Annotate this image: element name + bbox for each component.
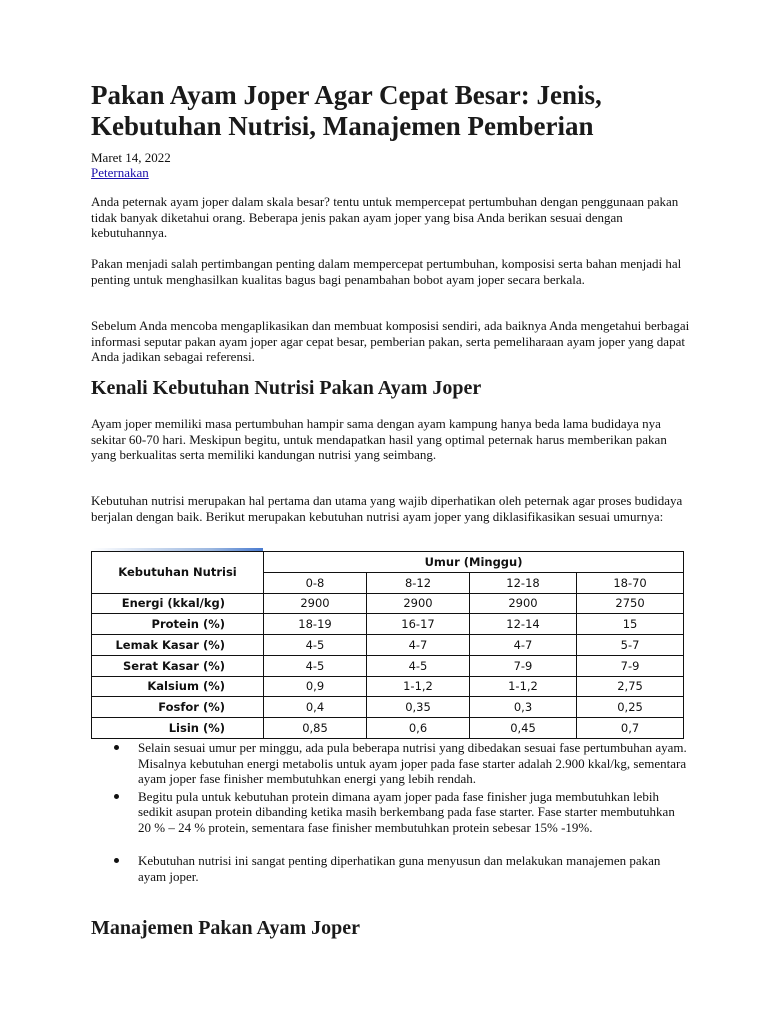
table-header-row [92,552,684,573]
table-cell: 16-17 [367,614,470,635]
table-cell: 0,85 [264,718,367,739]
table-cell: 1-1,2 [367,676,470,697]
bullet-icon [114,794,119,799]
table-row [92,614,684,635]
nutrition-table [91,551,683,739]
nutrisi-paragraph-1: Ayam joper memiliki masa pertumbuhan hampir sama dengan ayam kampung hanya beda lama budidaya nya sekitar 60-70 hari. Meskipun begitu, untuk mendapatkan hasil yang optimal peternak harus memberikan pakan yang berkualitas serta memiliki kandungan nutrisi yang seimbang. [91,416,667,462]
intro-paragraph-1: Anda peternak ayam joper dalam skala besar? tentu untuk mempercepat pertumbuhan dengan penggunaan pakan tidak banyak diketahui orang. Beberapa jenis pakan ayam joper yang bisa Anda berikan sesuai dengan kebutuhannya. [91,194,679,240]
row-label: Fosfor (%) [92,697,264,718]
bullet-list [91,740,691,884]
category-link[interactable]: Peternakan [91,165,149,180]
row-label: Serat Kasar (%) [92,655,264,676]
table-cell: 2,75 [577,676,684,697]
table-group-header: Umur (Minggu) [264,552,684,573]
list-item [91,789,691,836]
table-cell: 2750 [577,593,684,614]
section-heading-manajemen: Manajemen Pakan Ayam Joper [91,917,361,939]
list-item [91,853,691,884]
table-column-header: 8-12 [367,572,470,593]
list-item-text: Selain sesuai umur per minggu, ada pula beberapa nutrisi yang dibedakan sesuai fase pertumbuhan ayam. Misalnya kebutuhan energi metabolis untuk ayam joper pada fase starter adalah 2.900 kkal/kg, sementara ayam joper fase finisher membutuhkan energi yang lebih rendah. [138,740,687,786]
table-cell: 4-5 [264,635,367,656]
intro-paragraph-3: Sebelum Anda mencoba mengaplikasikan dan membuat komposisi sendiri, ada baiknya Anda mengetahui berbagai informasi seputar pakan ayam joper agar cepat besar, pemberian pakan, serta pemeliharaan ayam joper yang dapat Anda jadikan sebagai referensi. [91,318,690,364]
table-cell: 0,45 [470,718,577,739]
table-column-header: 18-70 [577,572,684,593]
table-row [92,593,684,614]
table-cell: 12-14 [470,614,577,635]
table-cell: 18-19 [264,614,367,635]
table-cell: 7-9 [577,655,684,676]
list-item [91,740,691,787]
table-corner-header: Kebutuhan Nutrisi [92,552,264,594]
table-cell: 4-5 [264,655,367,676]
row-label: Energi (kkal/kg) [92,593,264,614]
table-cell: 0,6 [367,718,470,739]
intro-paragraph-2: Pakan menjadi salah pertimbangan penting dalam mempercepat pertumbuhan, komposisi serta bahan menjadi hal penting untuk menghasilkan kualitas bagus bagi penambahan bobot ayam joper secara berkala. [91,256,682,287]
row-label: Lisin (%) [92,718,264,739]
table-cell: 0,4 [264,697,367,718]
table-cell: 2900 [367,593,470,614]
table-row [92,655,684,676]
table-cell: 0,35 [367,697,470,718]
table-cell: 4-5 [367,655,470,676]
table-cell: 4-7 [470,635,577,656]
table-row [92,635,684,656]
row-label: Kalsium (%) [92,676,264,697]
list-item-text: Begitu pula untuk kebutuhan protein dimana ayam joper pada fase finisher juga membutuhkan lebih sedikit asupan protein dibanding ketika masih berkembang pada fase starter. Fase starter membutuhkan 20 % – 24 % protein, sementara fase finisher membutuhkan protein sebesar 15% -19%. [138,788,675,835]
table-cell: 0,25 [577,697,684,718]
table-cell: 1-1,2 [470,676,577,697]
table-cell: 0,9 [264,676,367,697]
article-date: Maret 14, 2022 [91,150,171,165]
table-cell: 0,3 [470,697,577,718]
section-heading-nutrisi: Kenali Kebutuhan Nutrisi Pakan Ayam Joper [91,377,482,399]
table-cell: 0,7 [577,718,684,739]
table-cell: 2900 [264,593,367,614]
table-cell: 7-9 [470,655,577,676]
table-column-header: 12-18 [470,572,577,593]
table-column-header: 0-8 [264,572,367,593]
nutrisi-paragraph-2: Kebutuhan nutrisi merupakan hal pertama dan utama yang wajib diperhatikan oleh peternak agar proses budidaya berjalan dengan baik. Berikut merupakan kebutuhan nutrisi ayam joper yang diklasifikasikan sesuai umurnya: [91,493,683,524]
bullet-icon [114,745,119,750]
bullet-icon [114,858,119,863]
table-cell: 2900 [470,593,577,614]
table-cell: 5-7 [577,635,684,656]
table-cell: 4-7 [367,635,470,656]
article-title: Pakan Ayam Joper Agar Cepat Besar: Jenis, Kebutuhan Nutrisi, Manajemen Pemberian [91,80,602,141]
table-cell: 15 [577,614,684,635]
row-label: Protein (%) [92,614,264,635]
table-row [92,676,684,697]
table-row [92,718,684,739]
list-item-text: Kebutuhan nutrisi ini sangat penting diperhatikan guna menyusun dan melakukan manajemen pakan ayam joper. [138,853,661,884]
table-row [92,697,684,718]
row-label: Lemak Kasar (%) [92,635,264,656]
